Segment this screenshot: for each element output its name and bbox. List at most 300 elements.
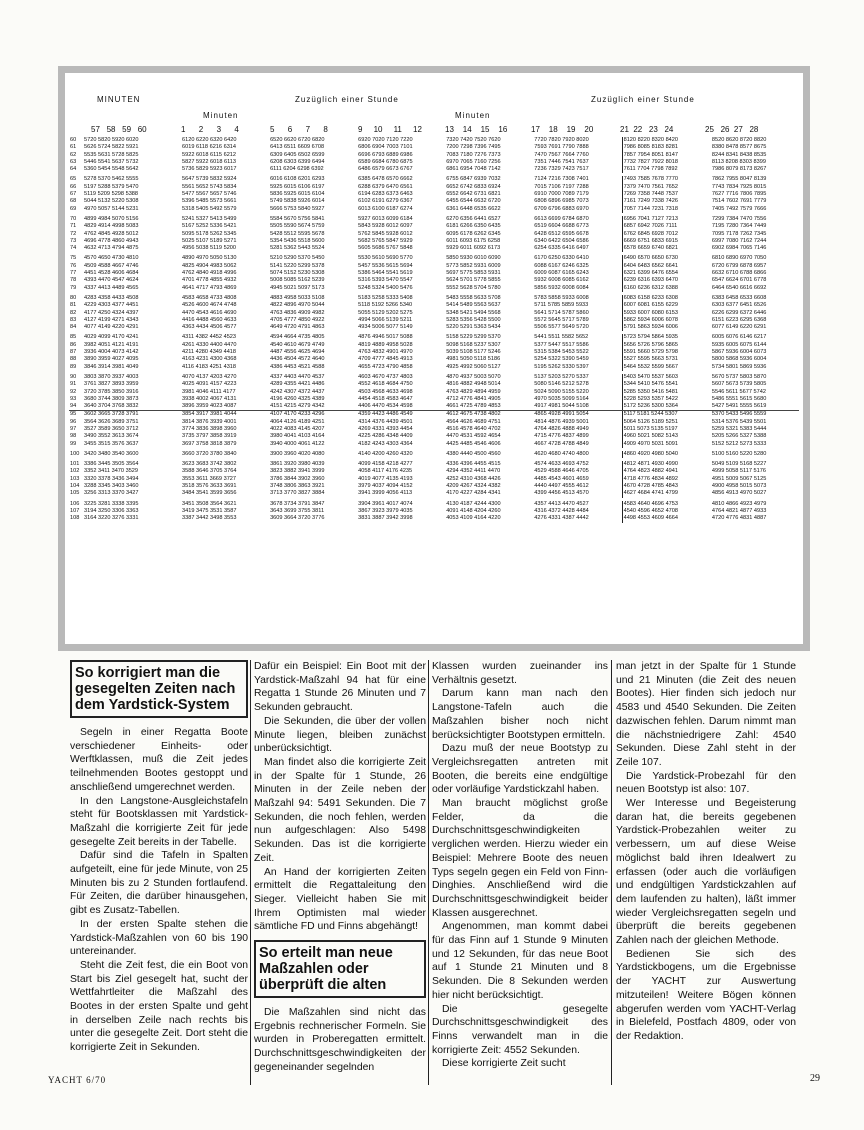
corrected-time-cell: 5137 5203 5270 5337 <box>534 373 589 380</box>
corrected-time-cell: 5318 5405 5492 5579 <box>182 205 237 212</box>
corrected-time-cell: 7195 7280 7364 7449 <box>711 223 767 230</box>
header-zuzueglich-2: Zuzüglich einer Stunde <box>591 95 695 104</box>
table-row <box>69 310 799 317</box>
corrected-time-cell: 5932 6008 6085 6162 <box>534 277 589 284</box>
corrected-time-cell: 6013 6100 6187 6274 <box>358 205 413 212</box>
yardstick-number-cell: 104 <box>70 483 80 490</box>
column-divider <box>250 660 251 1085</box>
corrected-time-cell: 5457 5536 5615 5694 <box>358 262 413 269</box>
paragraph: In den Langstone-Ausgleichstafeln steht für Bootsklassen mit Yardstick-Maßzahl die korrigierte Zeit für jede gesegelte Zeit bereits in der Tabelle. <box>70 795 248 848</box>
article-column-1 <box>70 660 248 1055</box>
corrected-time-cell: 4994 5066 5139 5211 <box>358 316 413 323</box>
corrected-time-cell: 4763 4829 4894 4959 <box>446 388 501 395</box>
corrected-time-cell: 4612 4675 4738 4802 <box>446 411 501 418</box>
corrected-time-cell: 4130 4187 4244 4300 <box>446 500 501 507</box>
headline-masszahlen: So erteilt man neue Maßzahlen oder überprüft die alten <box>254 940 426 998</box>
paragraph: Die gesegelte Durchschnittsgeschwindigkeit des Finns verwandelt man in die korrigierte Zeit: 4552 Sekunden. <box>432 1003 608 1056</box>
corrected-time-cell: 5486 5551 5615 5680 <box>711 395 767 402</box>
corrected-time-cell: 5119 5209 5298 5388 <box>84 191 139 198</box>
yardstick-number-cell: 98 <box>70 433 77 440</box>
corrected-time-cell: 6755 6847 6939 7032 <box>446 176 501 183</box>
corrected-time-cell: 3623 3683 3742 3802 <box>182 461 237 468</box>
corrected-time-cell: 6956 7041 7127 7213 <box>622 216 711 223</box>
corrected-time-cell: 6077 6149 6220 6291 <box>711 324 767 331</box>
corrected-time-cell: 4529 4588 4646 4705 <box>534 468 589 475</box>
corrected-time-cell: 5098 5168 5237 5307 <box>446 341 501 348</box>
column-divider <box>611 660 612 1085</box>
corrected-time-cell: 6016 6108 6201 6293 <box>270 176 325 183</box>
corrected-time-cell: 7057 7144 7231 7318 <box>622 206 711 213</box>
yardstick-number-cell: 93 <box>70 395 77 402</box>
corrected-time-cell: 5607 5673 5739 5805 <box>711 381 767 388</box>
corrected-time-cell: 5314 5376 5439 5501 <box>711 418 767 425</box>
corrected-time-cell: 5535 5631 5728 5825 <box>84 151 139 158</box>
col-numbers-right2: 25 26 27 28 <box>705 125 759 134</box>
corrected-time-cell: 4393 4470 4547 4624 <box>84 277 139 284</box>
corrected-time-cell: 4764 4826 4888 4949 <box>534 425 589 432</box>
corrected-time-cell: 6519 6604 6688 6773 <box>534 223 589 230</box>
corrected-time-cell: 5228 5293 5357 5422 <box>622 396 711 403</box>
corrected-time-cell: 6720 6799 6878 6957 <box>711 262 767 269</box>
corrected-time-cell: 5850 5930 6010 6090 <box>446 255 501 262</box>
corrected-time-cell: 4357 4413 4470 4527 <box>534 500 589 507</box>
corrected-time-cell: 3774 3836 3898 3960 <box>182 425 237 432</box>
corrected-time-cell: 7857 7954 8051 8147 <box>622 152 711 159</box>
corrected-time-cell: 7627 7716 7806 7895 <box>711 191 767 198</box>
corrected-time-cell: 8380 8478 8577 8675 <box>711 144 767 151</box>
corrected-time-cell: 5530 5610 5690 5770 <box>358 255 413 262</box>
corrected-time-cell: 6288 6379 6470 6561 <box>358 183 413 190</box>
table-row <box>69 206 799 213</box>
yardstick-number-cell: 79 <box>70 284 77 291</box>
corrected-time-cell: 4627 4684 4741 4799 <box>622 490 711 497</box>
corrected-time-cell: 6910 7000 7089 7179 <box>534 191 589 198</box>
corrected-time-cell: 4451 4528 4606 4684 <box>84 270 139 277</box>
corrected-time-cell: 8120 8220 8320 8420 <box>622 137 711 144</box>
corrected-time-cell: 6151 6223 6295 6368 <box>711 316 767 323</box>
yardstick-number-cell: 68 <box>70 198 77 205</box>
corrected-time-cell: 4865 4928 4991 5054 <box>534 411 589 418</box>
table-row <box>69 255 799 262</box>
corrected-time-cell: 5697 5775 5853 5931 <box>446 270 501 277</box>
corrected-time-cell: 6589 6684 6780 6875 <box>358 158 413 165</box>
corrected-time-cell: 3823 3882 3941 3999 <box>270 468 325 475</box>
corrected-time-cell: 5414 5489 5563 5637 <box>446 302 501 309</box>
corrected-time-cell: 5626 5724 5822 5921 <box>84 144 139 151</box>
corrected-time-cell: 4252 4310 4368 4426 <box>446 475 501 482</box>
corrected-time-cell: 6239 6316 6393 6470 <box>622 277 711 284</box>
corrected-time-cell: 5396 5485 5573 5661 <box>182 198 237 205</box>
corrected-time-cell: 4503 4568 4633 4698 <box>358 388 413 395</box>
corrected-time-cell: 5118 5192 5266 5340 <box>358 302 413 309</box>
corrected-time-cell: 3484 3541 3599 3656 <box>182 490 237 497</box>
yardstick-number-cell: 83 <box>70 316 77 323</box>
corrected-time-cell: 3803 3870 3937 4003 <box>84 373 139 380</box>
corrected-time-cell: 4380 4440 4500 4560 <box>446 450 501 457</box>
col-numbers-left: 57 58 59 60 <box>91 125 147 134</box>
corrected-time-cell: 4764 4823 4882 4941 <box>622 468 711 475</box>
corrected-time-cell: 4019 4077 4135 4193 <box>358 475 413 482</box>
yardstick-number-cell: 63 <box>70 158 77 165</box>
corrected-time-cell: 6520 6620 6720 6820 <box>270 137 325 143</box>
corrected-time-cell: 5008 5085 5162 5239 <box>270 277 325 284</box>
corrected-time-cell: 5483 5558 5633 5708 <box>446 294 501 301</box>
yardstick-number-cell: 107 <box>70 507 80 514</box>
corrected-time-cell: 5552 5628 5704 5780 <box>446 284 501 291</box>
yardstick-number-cell: 86 <box>70 341 77 348</box>
table-row <box>69 374 799 381</box>
corrected-time-cell: 4899 4984 5070 5156 <box>84 215 139 222</box>
yardstick-number-cell: 66 <box>70 183 77 190</box>
corrected-time-cell: 4359 4423 4486 4549 <box>358 411 413 418</box>
paragraph: Man braucht möglichst große Felder, da die Durchschnittsgeschwindigkeiten verglichen werden. Hierzu wieder ein Beispiel: Mehrere Boote des neuen Typs segeln gegen ein Feld von Finn-Dinghies. Anschließend wird die Durchschnittsgeschwindigkeit beider Klassen ausgerechnet. <box>432 798 608 919</box>
corrected-time-cell: 4762 4840 4918 4996 <box>182 270 237 277</box>
table-row <box>69 433 799 440</box>
corrected-time-cell: 6361 6448 6535 6622 <box>446 205 501 212</box>
table-row <box>69 277 799 284</box>
corrected-time-cell: 6194 6283 6373 6463 <box>358 191 413 198</box>
corrected-time-cell: 5527 5595 5663 5731 <box>622 356 711 363</box>
corrected-time-cell: 4261 4330 4400 4470 <box>182 341 237 348</box>
corrected-time-cell: 4696 4778 4860 4943 <box>84 237 139 244</box>
paragraph: Die Maßzahlen sind nicht das Ergebnis rechnerischer Formeln. Sie wurden in Proberegatten ermittelt. Durchschnittsgeschwindigkeiten der gegeneinander segelnden <box>254 1007 426 1073</box>
col-numbers-mid1: 1 2 3 4 <box>181 125 239 134</box>
corrected-time-cell: 3602 3665 3728 3791 <box>84 411 139 418</box>
table-row <box>69 263 799 270</box>
corrected-time-cell: 4701 4778 4855 4932 <box>182 277 237 284</box>
corrected-time-cell: 4337 4413 4489 4565 <box>84 284 139 291</box>
corrected-time-cell: 3720 3785 3850 3916 <box>84 388 139 395</box>
corrected-time-cell: 5505 5590 5674 5759 <box>270 223 325 230</box>
corrected-time-cell: 5624 5701 5778 5855 <box>446 277 501 284</box>
corrected-time-cell: 6709 6796 6883 6970 <box>534 205 589 212</box>
yardstick-number-cell: 87 <box>70 349 77 356</box>
corrected-time-cell: 5348 5421 5494 5568 <box>446 309 501 316</box>
corrected-time-cell: 7732 7827 7922 8018 <box>622 159 711 166</box>
corrected-time-cell: 6321 6399 6476 6554 <box>622 270 711 277</box>
table-row <box>69 515 799 522</box>
corrected-time-cell: 4140 4200 4260 4320 <box>358 450 413 457</box>
corrected-time-cell: 4485 4543 4601 4659 <box>534 475 589 482</box>
corrected-time-cell: 5929 6011 6092 6173 <box>446 245 501 252</box>
yardstick-number-cell: 72 <box>70 230 77 237</box>
corrected-time-cell: 4025 4091 4157 4223 <box>182 381 237 388</box>
paragraph: Klassen wurden zueinander ins Verhältnis gesetzt. <box>432 661 608 686</box>
table-row <box>69 364 799 371</box>
corrected-time-cell: 4182 4243 4303 4364 <box>358 440 413 447</box>
corrected-time-cell: 4860 4920 4980 5040 <box>622 451 711 458</box>
corrected-time-cell: 4470 4531 4592 4654 <box>446 433 501 440</box>
table-row <box>69 508 799 515</box>
corrected-time-cell: 3164 3220 3276 3331 <box>84 515 139 522</box>
corrected-time-cell: 4294 4352 4411 4470 <box>446 468 501 475</box>
corrected-time-cell: 5925 6015 6106 6197 <box>270 183 325 190</box>
corrected-time-cell: 5734 5801 5869 5936 <box>711 363 767 370</box>
corrected-time-cell: 6552 6642 6731 6821 <box>446 191 501 198</box>
corrected-time-cell: 5316 5393 5470 5547 <box>358 277 413 284</box>
corrected-time-cell: 5195 5262 5330 5397 <box>534 363 589 370</box>
yardstick-number-cell: 81 <box>70 302 77 309</box>
corrected-time-cell: 4406 4470 4534 4598 <box>357 403 445 411</box>
paragraph: Man findet also die korrigierte Zeit in der Spalte für 1 Stunde, 26 Minuten in der Zeile neben der Maßzahl 94: 5491 Sekunden. Die 7 Sekunden, die noch fehlen, werden nun aufgeschlagen: Also 5498 Sekunden. Das ist die korrigierte Zeit. <box>254 756 426 864</box>
corrected-time-cell: 5044 5132 5220 5308 <box>84 198 139 205</box>
corrected-time-cell: 5167 5252 5336 5421 <box>182 223 237 230</box>
corrected-time-cell: 6490 6570 6650 6730 <box>622 255 711 262</box>
yardstick-number-cell: 105 <box>70 490 80 497</box>
corrected-time-cell: 4269 4331 4393 4454 <box>358 425 413 432</box>
corrected-time-cell: 5933 6007 6080 6153 <box>622 310 711 317</box>
yardstick-table <box>69 137 799 523</box>
yardstick-number-cell: 89 <box>70 363 77 370</box>
corrected-time-cell: 3900 3960 4020 4080 <box>270 450 325 457</box>
paragraph: In der ersten Spalte stehen die Yardstick-Maßzahlen von 60 bis 190 untereinander. <box>70 918 248 958</box>
table-row <box>69 324 799 331</box>
corrected-time-cell: 5205 5266 5327 5388 <box>711 433 767 440</box>
yardstick-number-cell: 103 <box>70 475 80 482</box>
corrected-time-cell: 3982 4051 4121 4191 <box>84 341 139 348</box>
corrected-time-cell: 6428 6512 6595 6678 <box>534 230 589 237</box>
yardstick-number-cell: 91 <box>70 381 77 388</box>
corrected-time-cell: 4283 4358 4433 4508 <box>84 294 139 301</box>
corrected-time-cell: 6385 6478 6570 6662 <box>358 176 413 183</box>
corrected-time-cell: 4516 4578 4640 4702 <box>446 425 501 432</box>
corrected-time-cell: 5427 5491 5555 5619 <box>711 403 799 411</box>
corrected-time-cell: 3938 4002 4067 4131 <box>182 395 237 402</box>
yardstick-number-cell: 78 <box>70 277 77 284</box>
corrected-time-cell: 6011 6093 6175 6258 <box>446 237 501 244</box>
corrected-time-cell: 4603 4670 4737 4803 <box>358 373 413 380</box>
corrected-time-cell: 4454 4518 4583 4647 <box>358 395 413 402</box>
corrected-time-cell: 5783 5858 5933 6008 <box>534 294 589 301</box>
corrected-time-cell: 4670 4728 4785 4843 <box>622 483 711 490</box>
col-numbers-right1: 21 22 23 24 <box>620 125 674 134</box>
table-row <box>69 231 799 238</box>
corrected-time-cell: 6696 6793 6889 6986 <box>358 151 413 158</box>
corrected-time-cell: 4425 4485 4546 4606 <box>446 440 501 447</box>
corrected-time-cell: 4876 4946 5017 5088 <box>358 334 413 341</box>
yardstick-number-cell: 64 <box>70 166 77 173</box>
table-row <box>69 483 799 490</box>
table-row <box>69 144 799 151</box>
corrected-time-cell: 4883 4958 5033 5108 <box>270 294 325 301</box>
corrected-time-cell: 4509 4588 4667 4746 <box>84 262 139 269</box>
corrected-time-cell: 6652 6742 6833 6924 <box>446 183 501 190</box>
corrected-time-cell: 6997 7080 7162 7244 <box>711 237 767 244</box>
table-row <box>69 411 799 419</box>
corrected-time-cell: 5605 5686 5767 5848 <box>358 245 413 252</box>
corrected-time-cell: 5561 5652 5743 5834 <box>182 183 237 190</box>
table-row <box>69 419 799 426</box>
corrected-time-cell: 5064 5126 5189 5251 <box>622 419 711 426</box>
corrected-time-cell: 4077 4149 4220 4291 <box>84 324 139 331</box>
corrected-time-cell: 4570 4650 4730 4810 <box>84 255 139 262</box>
corrected-time-cell: 5749 5838 5926 6014 <box>270 198 325 205</box>
corrected-time-cell: 4667 4728 4788 4849 <box>534 440 589 447</box>
corrected-time-cell: 4029 4099 4170 4241 <box>84 334 139 341</box>
yardstick-number-cell: 60 <box>70 137 77 143</box>
table-row <box>69 198 799 205</box>
corrected-time-cell: 7743 7834 7925 8015 <box>711 183 767 190</box>
corrected-time-cell: 5666 5753 5840 5927 <box>270 205 325 212</box>
table-row <box>69 403 799 411</box>
corrected-time-cell: 7299 7384 7470 7556 <box>711 215 767 222</box>
corrected-time-cell: 5141 5220 5299 5378 <box>270 262 325 269</box>
corrected-time-cell: 5584 5670 5756 5841 <box>270 215 325 222</box>
col-numbers-mid3: 9 10 11 12 <box>358 125 422 134</box>
corrected-time-cell: 3831 3887 3942 3998 <box>358 515 413 522</box>
header-minuten-2: Minuten <box>203 111 239 120</box>
corrected-time-cell: 6019 6118 6216 6314 <box>182 144 237 151</box>
yardstick-number-cell: 82 <box>70 309 77 316</box>
col-numbers-mid5: 17 18 19 20 <box>531 125 594 134</box>
corrected-time-cell: 5158 5229 5299 5370 <box>446 334 501 341</box>
yardstick-number-cell: 67 <box>70 191 77 198</box>
corrected-time-cell: 6340 6422 6504 6586 <box>534 237 589 244</box>
table-row <box>69 396 799 403</box>
corrected-time-cell: 4764 4821 4877 4933 <box>711 507 767 514</box>
corrected-time-cell: 5248 5324 5400 5476 <box>358 284 413 291</box>
table-row <box>69 461 799 468</box>
corrected-time-cell: 4229 4303 4377 4451 <box>84 302 139 309</box>
corrected-time-cell: 6160 6236 6312 6388 <box>622 285 711 292</box>
corrected-time-cell: 4211 4280 4349 4418 <box>182 349 237 356</box>
table-row <box>69 152 799 159</box>
yardstick-number-cell: 100 <box>70 450 80 457</box>
corrected-time-cell: 4416 4488 4560 4633 <box>182 316 237 323</box>
table-row <box>69 389 799 396</box>
corrected-time-cell: 4810 4866 4923 4979 <box>711 500 767 507</box>
corrected-time-cell: 5152 5212 5273 5333 <box>711 440 767 447</box>
page-number: 29 <box>810 1073 820 1084</box>
corrected-time-cell: 5836 5925 6015 6104 <box>270 191 325 198</box>
corrected-time-cell: 4177 4250 4324 4397 <box>84 309 139 316</box>
table-row <box>69 501 799 508</box>
corrected-time-cell: 3867 3923 3979 4035 <box>358 507 413 514</box>
corrected-time-cell: 4564 4626 4689 4751 <box>446 418 501 425</box>
corrected-time-cell: 3680 3744 3809 3873 <box>84 395 139 402</box>
table-row <box>69 342 799 349</box>
corrected-time-cell: 4970 5057 5144 5231 <box>84 205 139 212</box>
corrected-time-cell: 4196 4260 4325 4389 <box>270 395 325 402</box>
corrected-time-cell: 5856 5932 6008 6084 <box>534 284 589 291</box>
corrected-time-cell: 3786 3844 3902 3960 <box>270 475 325 482</box>
corrected-time-cell: 3643 3699 3755 3811 <box>270 507 325 514</box>
table-row <box>69 317 799 324</box>
corrected-time-cell: 3981 4046 4111 4177 <box>182 388 236 395</box>
corrected-time-cell: 4583 4640 4696 4753 <box>622 501 711 508</box>
corrected-time-cell: 5370 5433 5496 5559 <box>711 411 767 418</box>
corrected-time-cell: 5827 5922 6018 6113 <box>182 158 237 165</box>
corrected-time-cell: 7720 7820 7920 8020 <box>534 137 589 143</box>
corrected-time-cell: 6613 6699 6784 6870 <box>534 215 589 222</box>
table-row <box>69 441 799 448</box>
paragraph: Dazu muß der neue Bootstyp zu Vergleichsregatten antreten mit Booten, die bereits eine endgültige oder vorläufige Yardstickzahl haben. <box>432 743 608 796</box>
corrected-time-cell: 4649 4720 4791 4863 <box>270 324 325 331</box>
corrected-time-cell: 4314 4376 4439 4501 <box>358 418 413 425</box>
corrected-time-cell: 4386 4453 4521 4588 <box>270 363 325 370</box>
corrected-time-cell: 5762 5845 5928 6012 <box>358 230 413 237</box>
corrected-time-cell: 4712 4776 4841 4905 <box>446 395 501 402</box>
table-row <box>69 223 799 230</box>
corrected-time-cell: 7611 7704 7798 7892 <box>622 166 711 173</box>
yardstick-table-frame <box>58 66 810 651</box>
corrected-time-cell: 4829 4914 4998 5083 <box>84 223 139 230</box>
corrected-time-cell: 3979 4037 4094 4152 <box>358 483 413 490</box>
corrected-time-cell: 5281 5362 5443 5524 <box>270 245 325 252</box>
corrected-time-cell: 4540 4596 4652 4708 <box>622 508 711 515</box>
corrected-time-cell: 6920 7020 7120 7220 <box>358 137 413 143</box>
corrected-time-cell: 4816 4882 4948 5014 <box>446 381 501 388</box>
corrected-time-cell: 6083 6158 6233 6308 <box>622 295 711 302</box>
corrected-time-cell: 5656 5726 5796 5865 <box>622 342 711 349</box>
corrected-time-cell: 5546 5611 5677 5742 <box>711 388 766 395</box>
corrected-time-cell: 5591 5660 5729 5798 <box>622 349 711 356</box>
paragraph: man jetzt in der Spalte für 1 Stunde und 21 Minuten (die Zeit des neuen Bootes). Hier finden sich jedoch nur 4583 und 4540 Sekunden. Die Zeiten dazwischen fehlen. Darum nimmt man die nächstniedrigere Zahl: 4540 Sekunden. Diese Zahl steht in der Zeile 107. <box>616 661 796 768</box>
corrected-time-cell: 4709 4777 4845 4913 <box>358 356 413 363</box>
corrected-time-cell: 5172 5236 5300 5364 <box>622 403 711 411</box>
corrected-time-cell: 4209 4267 4324 4382 <box>446 483 501 490</box>
corrected-time-cell: 5506 5577 5649 5720 <box>534 324 589 331</box>
corrected-time-cell: 6808 6896 6985 7073 <box>534 198 589 205</box>
corrected-time-cell: 6095 6178 6262 6345 <box>446 230 501 237</box>
corrected-time-cell: 3386 3445 3505 3564 <box>84 461 139 468</box>
table-row <box>69 476 799 483</box>
corrected-time-cell: 8520 8620 8720 8820 <box>711 137 767 143</box>
corrected-time-cell: 5074 5152 5230 5308 <box>270 270 325 277</box>
corrected-time-cell: 7161 7249 7338 7426 <box>622 198 711 205</box>
corrected-time-cell: 4655 4723 4790 4858 <box>358 363 413 370</box>
magazine-issue: YACHT 6/70 <box>48 1075 107 1085</box>
corrected-time-cell: 4900 4958 5015 5073 <box>711 483 767 490</box>
corrected-time-cell: 4641 4717 4793 4869 <box>182 284 237 291</box>
corrected-time-cell: 6120 6220 6320 6420 <box>182 137 237 143</box>
corrected-time-cell: 6111 6204 6298 6392 <box>270 166 324 173</box>
corrected-time-cell: 4981 5050 5118 5186 <box>446 356 501 363</box>
corrected-time-cell: 4814 4876 4939 5001 <box>534 418 589 425</box>
corrected-time-cell: 3588 3646 3705 3764 <box>182 468 237 475</box>
corrected-time-cell: 7379 7470 7561 7652 <box>622 184 711 191</box>
yardstick-number-cell: 101 <box>70 461 80 468</box>
table-row <box>69 166 799 173</box>
corrected-time-cell: 6632 6710 6788 6866 <box>711 270 767 277</box>
corrected-time-cell: 5278 5370 5462 5555 <box>84 176 139 183</box>
corrected-time-cell: 4311 4382 4452 4523 <box>182 334 237 341</box>
yardstick-number-cell: 99 <box>70 440 77 447</box>
paragraph: Angenommen, man kommt dabei für das Finn auf 1 Stunde 9 Minuten und 12 Sekunden, für das neue Boot auf 1 Stunde 21 Minuten und 8 Sekunden. Die 8 Sekunden werden hier nicht berücksichtigt. <box>432 921 608 1001</box>
table-row <box>69 184 799 191</box>
corrected-time-cell: 5428 5512 5595 5678 <box>270 230 325 237</box>
corrected-time-cell: 6404 6483 6562 6641 <box>622 263 711 270</box>
corrected-time-cell: 7200 7298 7396 7495 <box>446 144 501 151</box>
corrected-time-cell: 6762 6845 6928 7012 <box>622 231 711 238</box>
corrected-time-cell: 3846 3914 3981 4049 <box>84 363 139 370</box>
table-row <box>69 451 799 458</box>
corrected-time-cell: 5241 5327 5413 5499 <box>182 215 237 222</box>
corrected-time-cell: 3288 3345 3403 3460 <box>84 483 139 490</box>
corrected-time-cell: 3697 3758 3818 3879 <box>182 440 237 447</box>
corrected-time-cell: 3194 3250 3306 3363 <box>84 507 139 514</box>
corrected-time-cell: 6383 6458 6533 6608 <box>711 294 767 301</box>
yardstick-number-cell: 95 <box>70 411 77 418</box>
corrected-time-cell: 4715 4776 4837 4899 <box>534 433 589 440</box>
corrected-time-cell: 3225 3281 3338 3395 <box>84 500 139 507</box>
corrected-time-cell: 4956 5038 5119 5200 <box>182 245 237 252</box>
corrected-time-cell: 3387 3442 3498 3553 <box>182 515 237 522</box>
header-minuten-3: Minuten <box>455 111 491 120</box>
corrected-time-cell: 4909 4970 5031 5091 <box>622 441 711 448</box>
corrected-time-cell: 6486 6579 6673 6767 <box>358 166 413 173</box>
table-row <box>69 238 799 245</box>
